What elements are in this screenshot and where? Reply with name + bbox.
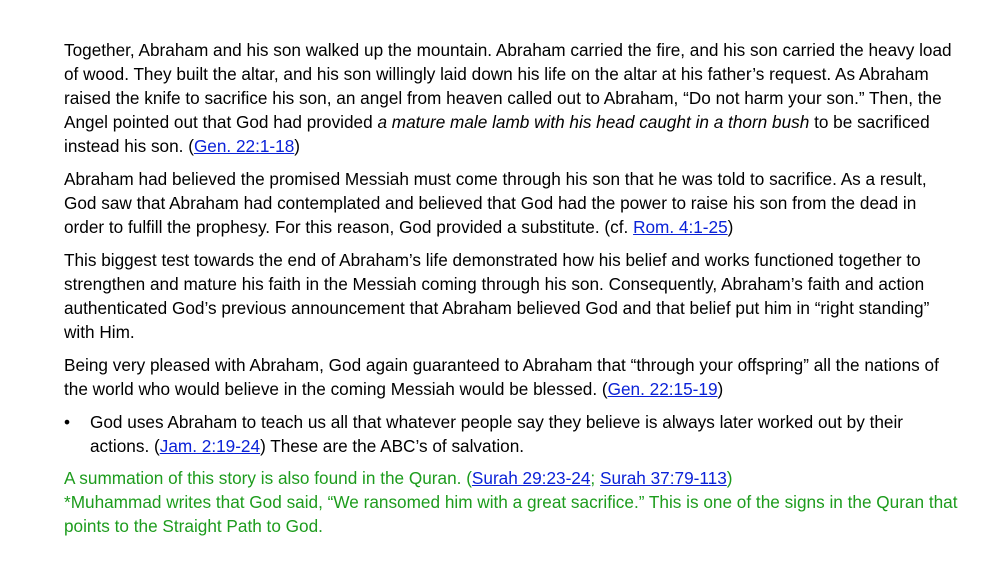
green-text: *Muhammad writes that God said, “We ransomed him with a great sacrifice.” This is one of the signs in the Quran that points to the Straight Path to God. <box>64 492 958 536</box>
paragraph-text: Abraham had believed the promised Messiah must come through his son that he was told to sacrifice. As a result, God saw that Abraham had contemplated and believed that God had the power to raise his son from the dead in order to fulfill the prophesy. For this reason, God provided a substitute. (cf. <box>64 169 927 237</box>
paragraph-text: Together, Abraham and his son walked up the mountain. Abraham carried the fire, and his son carried the heavy load of wood. They built the altar, and his son willingly laid down his life on the altar at his father’s request. As Abraham raised the knife to sacrifice his son, an angel from heaven called out to Abraham, “Do not harm your son.” Then, the Angel pointed out that God had provided <box>64 40 952 132</box>
paren-close: ) <box>717 379 724 399</box>
green-text: A summation of this story is also found in the Quran. ( <box>64 468 472 488</box>
paragraph-text: Being very pleased with Abraham, God again guaranteed to Abraham that “through your offspring” all the nations of the world who would believe in the coming Messiah would be blessed. ( <box>64 355 939 399</box>
paragraph-text: This biggest test towards the end of Abraham’s life demonstrated how his belief and works functioned together to strengthen and mature his faith in the Messiah coming through his son. Consequently, Abraham’s faith and action authenticated God’s previous announcement that Abraham believed God and that belief put him in “right standing” with Him. <box>64 250 930 342</box>
bullet-marker: • <box>64 412 71 432</box>
paren-close: ) <box>726 468 733 488</box>
bullet-item <box>64 410 960 458</box>
muhammad-note <box>64 490 960 538</box>
link-gen-22-15-19[interactable]: Gen. 22:15-19 <box>607 379 718 399</box>
link-jam-2-19-24[interactable]: Jam. 2:19-24 <box>159 436 261 456</box>
link-rom-4-1-25[interactable]: Rom. 4:1-25 <box>633 217 728 237</box>
paragraph-biggest-test <box>64 248 960 344</box>
bullet-text-after: ) These are the ABC’s of salvation. <box>260 436 525 456</box>
paren-close: ) <box>727 217 734 237</box>
paragraph-messiah-belief <box>64 167 960 239</box>
paragraph-blessing <box>64 353 960 401</box>
bullet-text: God uses Abraham to teach us all that whatever people say they believe is always later worked out by their actions. ( <box>90 412 904 456</box>
link-surah-37-79-113[interactable]: Surah 37:79-113 <box>599 468 727 488</box>
link-gen-22-1-18[interactable]: Gen. 22:1-18 <box>193 136 295 156</box>
link-surah-29-23-24[interactable]: Surah 29:23-24 <box>471 468 591 488</box>
paragraph-sacrifice-story <box>64 38 960 158</box>
paragraph-text: to be sacrificed instead his son. ( <box>64 112 930 156</box>
quran-summation <box>64 466 960 490</box>
italic-phrase: a mature male lamb with his head caught in a thorn bush <box>377 112 810 132</box>
paren-close: ) <box>294 136 301 156</box>
separator: ; <box>590 468 600 488</box>
